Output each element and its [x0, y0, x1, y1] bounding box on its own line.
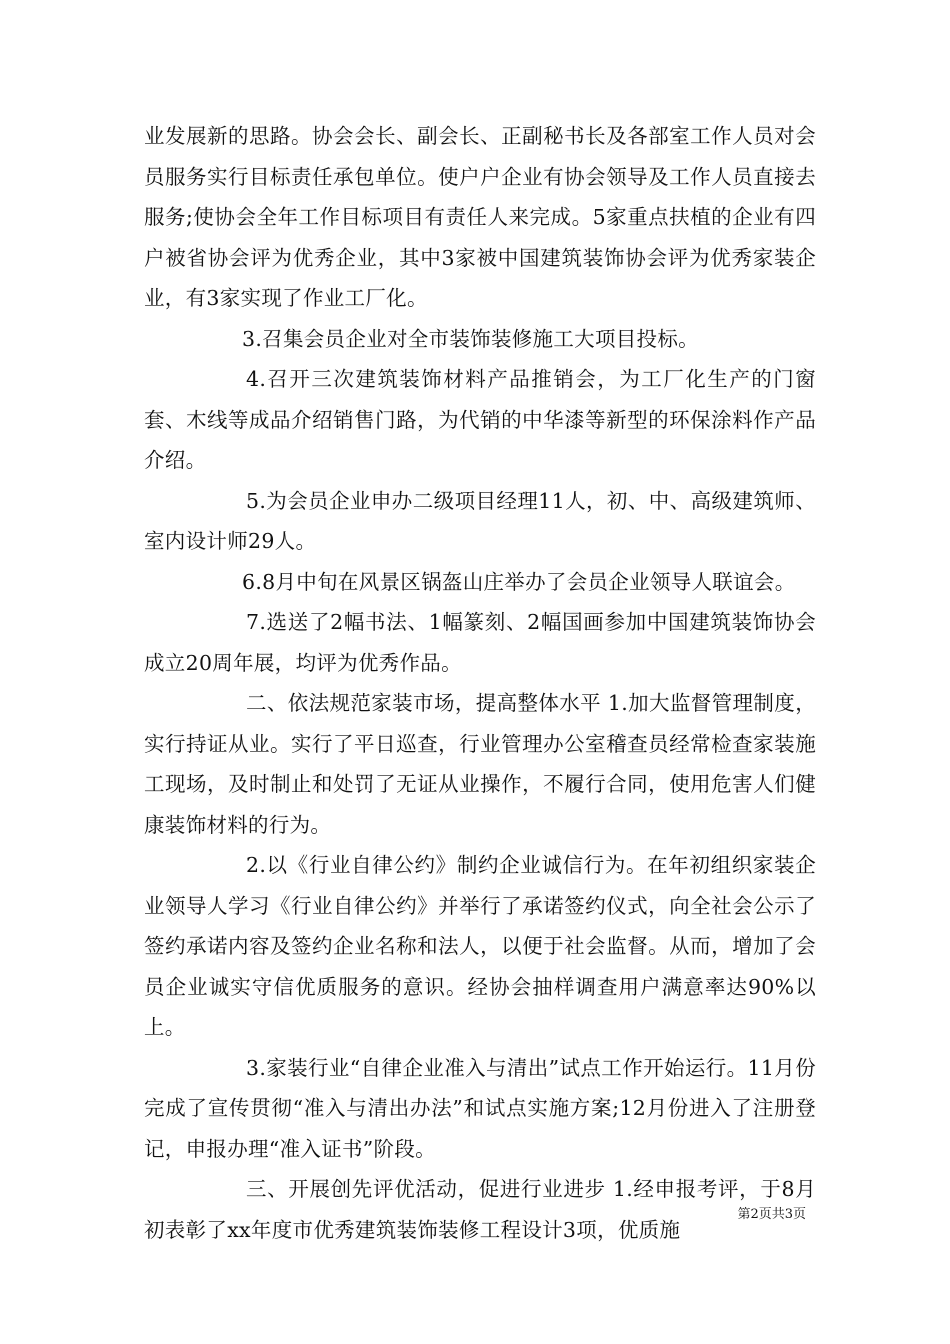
- paragraph-item-3: 3.召集会员企业对全市装饰装修施工大项目投标。: [242, 326, 699, 351]
- paragraph-item-6: 6.8月中旬在风景区锅盔山庄举办了会员企业领导人联谊会。: [242, 569, 796, 594]
- paragraph-section-2-item-2: 2.以《行业自律公约》制约企业诚信行为。在年初组织家装企业领导人学习《行业自律公约》并举行了承诺签约仪式，向全社会公示了签约承诺内容及签约企业名称和法人，以便于社会监督。从而，增加了会员企业诚实守信优质服务的意识。经协会抽样调查用户满意率达90%以上。: [144, 853, 816, 1039]
- document-body: [144, 116, 816, 1250]
- paragraph-section-2: 二、依法规范家装市场，提高整体水平 1.加大监督管理制度，实行持证从业。实行了平日巡查，行业管理办公室稽查员经常检查家装施工现场，及时制止和处罚了无证从业操作，不履行合同，使用危害人们健康装饰材料的行为。: [144, 691, 816, 837]
- paragraph-continuation: 业发展新的思路。协会会长、副会长、正副秘书长及各部室工作人员对会员服务实行目标责任承包单位。使户户企业有协会领导及工作人员直接去服务;使协会全年工作目标项目有责任人来完成。5家重点扶植的企业有四户被省协会评为优秀企业，其中3家被中国建筑装饰协会评为优秀家装企业，有3家实现了作业工厂化。: [144, 124, 816, 310]
- paragraph-section-2-item-3: 3.家装行业“自律企业准入与清出”试点工作开始运行。11月份完成了宣传贯彻“准入与清出办法”和试点实施方案;12月份进入了注册登记，申报办理“准入证书”阶段。: [144, 1055, 816, 1161]
- paragraph-item-7: 7.选送了2幅书法、1幅篆刻、2幅国画参加中国建筑装饰协会成立20周年展，均评为优秀作品。: [144, 610, 816, 675]
- paragraph-item-5: 5.为会员企业申办二级项目经理11人，初、中、高级建筑师、室内设计师29人。: [144, 488, 816, 553]
- paragraph-item-4: 4.召开三次建筑装饰材料产品推销会，为工厂化生产的门窗套、木线等成品介绍销售门路，为代销的中华漆等新型的环保涂料作产品介绍。: [144, 367, 816, 472]
- page-number-footer: 第2页共3页: [737, 1207, 806, 1222]
- paragraph-section-3: 三、开展创先评优活动，促进行业进步 1.经申报考评，于8月初表彰了xx年度市优秀建筑装饰装修工程设计3项，优质施: [144, 1177, 816, 1242]
